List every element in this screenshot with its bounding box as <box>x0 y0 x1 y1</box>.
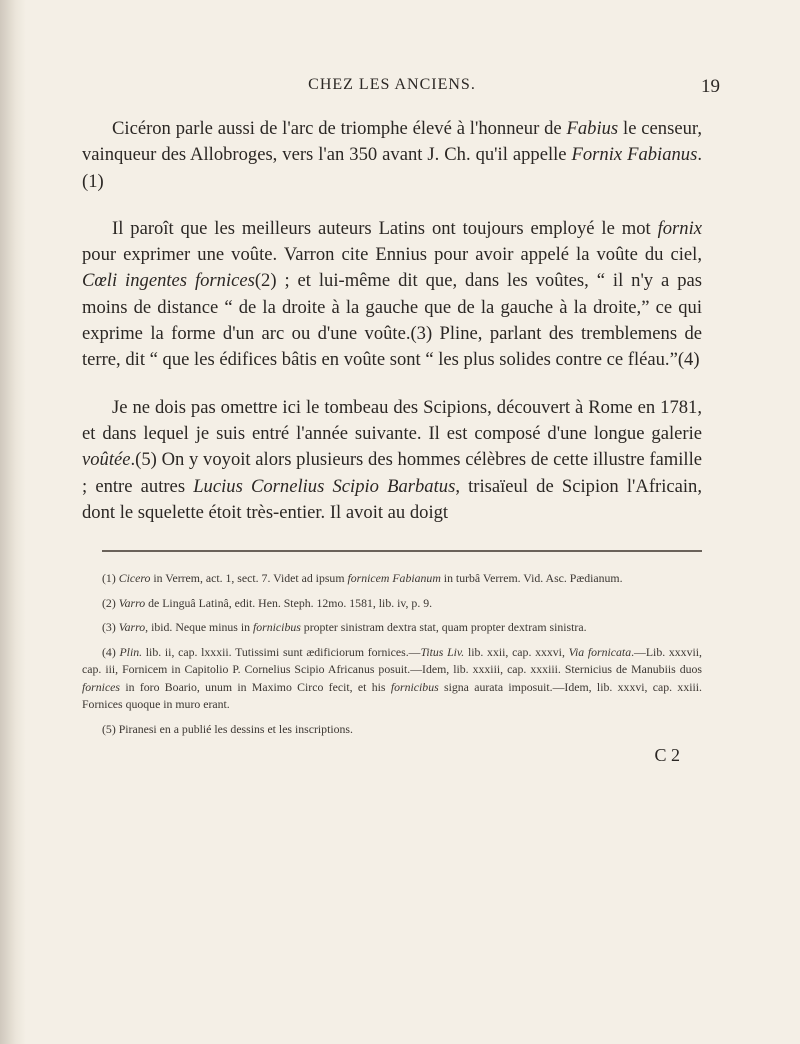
italic-text-run: Plin. <box>119 644 143 659</box>
italic-text-run: Cicero <box>118 571 151 586</box>
footnote <box>82 595 702 613</box>
italic-text-run: voûtée <box>82 449 131 471</box>
signature-mark: C 2 <box>654 745 680 766</box>
paragraph <box>82 395 702 526</box>
book-page <box>82 76 720 766</box>
text-run: propter sinistram dextra stat, quam propter dextram sinistra. <box>300 620 587 635</box>
text-run: in foro Boario, unum in Maximo Circo fecit, et his <box>120 679 391 694</box>
text-run: Il paroît que les meilleurs auteurs Latins ont toujours employé le mot <box>112 217 658 239</box>
italic-text-run: fornices <box>82 679 121 694</box>
italic-text-run: fornix <box>657 217 702 239</box>
footnote <box>82 644 702 714</box>
text-run: lib. xxii, cap. xxxvi, <box>464 644 569 659</box>
text-run: pour exprimer une voûte. Varron cite Ennius pour avoir appelé la voûte du ciel, <box>82 244 702 266</box>
text-run: (2) ; et lui-même dit que, dans les voûtes, “ il n'y a pas moins de distance “ de la droite à la gauche que de la gauche à la droite,” ce qui exprime la forme d'un arc ou d'une voûte.(3) Pline, parlant des tremblemens de terre, dit “ que les édifices bâtis en voûte sont “ les plus solides contre ce fléau.”(4) <box>82 270 702 371</box>
text-run: in turbâ Verrem. Vid. Asc. Pædianum. <box>440 571 623 586</box>
main-text <box>82 116 702 526</box>
paragraph <box>82 116 702 195</box>
italic-text-run: Varro <box>118 620 146 635</box>
footnote <box>82 570 702 588</box>
italic-text-run: Cœli ingentes fornices <box>82 270 255 292</box>
running-title: CHEZ LES ANCIENS. <box>308 76 476 93</box>
text-run: , trisaïeul de Scipion l'Africain, dont le squelette étoit très-entier. Il avoit au doigt <box>82 475 702 523</box>
text-run: , ibid. Neque minus in <box>145 620 253 635</box>
italic-text-run: Via fornicata <box>568 644 632 659</box>
text-run: (2) <box>102 595 119 610</box>
italic-text-run: fornicibus <box>252 620 301 635</box>
text-run: (3) <box>102 620 119 635</box>
text-run: signa aurata imposuit.—Idem, lib. xxxvi, cap. xxiii. Fornices quoque in muro erant. <box>82 679 703 712</box>
text-run: (5) Piranesi en a publié les dessins et les inscriptions. <box>102 721 353 736</box>
text-run: de Linguâ Latinâ, edit. Hen. Steph. 12mo. 1581, lib. iv, p. 9. <box>145 595 433 610</box>
italic-text-run: Fabius <box>566 118 619 139</box>
running-head <box>82 76 720 116</box>
text-run: Cicéron parle aussi de l'arc de triomphe élevé à l'honneur de <box>112 118 567 139</box>
italic-text-run: Fornix Fabianus <box>571 144 698 166</box>
italic-text-run: fornicibus <box>390 679 439 694</box>
text-run: in Verrem, act. 1, sect. 7. Videt ad ipsum <box>150 571 348 586</box>
text-run: lib. ii, cap. lxxxii. Tutissimi sunt ædificiorum fornices.— <box>142 644 421 659</box>
footnote-divider <box>102 550 702 552</box>
italic-text-run: Titus Liv. <box>420 644 465 659</box>
text-run: .(1) <box>82 144 702 192</box>
paragraph <box>82 216 702 374</box>
italic-text-run: fornicem Fabianum <box>347 571 441 586</box>
text-run: le censeur, vainqueur des Allobroges, vers l'an 350 avant J. Ch. qu'il appelle <box>82 118 702 166</box>
page-edge-shadow <box>0 0 26 1044</box>
text-run: .(5) On y voyoit alors plusieurs des hommes célèbres de cette illustre famille ; entre autres <box>82 449 702 497</box>
footnote <box>82 721 702 739</box>
text-run: (1) <box>102 571 119 586</box>
footnotes <box>82 570 702 738</box>
text-run: (4) <box>102 644 120 659</box>
text-run: .—Lib. xxxvii, cap. iii, Fornicem in Capitolio P. Cornelius Scipio Africanus posuit.—Idem, lib. xxxiii, cap. xxxiii. Sternicius de Manubiis duos <box>82 644 702 677</box>
footnote <box>82 619 702 637</box>
italic-text-run: Lucius Cornelius Scipio Barbatus <box>193 475 456 497</box>
text-run: Je ne dois pas omettre ici le tombeau des Scipions, découvert à Rome en 1781, et dans lequel je suis entré l'année suivante. Il est composé d'une longue galerie <box>82 396 702 444</box>
page-number: 19 <box>701 76 720 97</box>
italic-text-run: Varro <box>118 595 146 610</box>
